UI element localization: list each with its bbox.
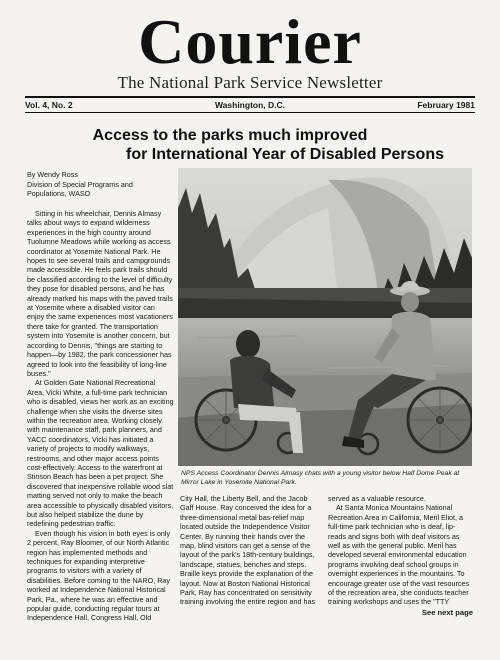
article-column-2 <box>180 494 320 607</box>
issue-volume: Vol. 4, No. 2 <box>25 100 73 110</box>
paragraph-bloomer-cont: City Hall, the Liberty Bell, and the Jacob Gaff House. Ray conceived the idea for a three-dimensional metal bas-relief map located outside the Independence Visitor Center. By running their hands over the map, blind visitors can get a sense of the layout of the park's 18th-century buildings, landscape, statues, benches and steps. Braille keys provide the explanation of the layout. Now at Boston National Historical Park, Ray has concentrated on sensitivity training involving the entire region and has <box>180 494 316 607</box>
issue-date: February 1981 <box>417 100 475 110</box>
paragraph-bloomer-end: served as a valuable resource. <box>328 494 426 503</box>
paragraph-bloomer: Even though his vision in both eyes is only 2 percent, Ray Bloomer, of our North Atlantic region has implemented methods and techniques for expanding interpretive programs to visitors with a variety of disabilities. Before coming to the NARO, Ray worked at Independence National Historical Park, Pa., where he was an effective and popular guide, conducting regular tours at Independence Hall, Congress Hall, Old <box>27 528 171 623</box>
byline-author: By Wendy Ross <box>27 170 78 179</box>
paragraph-eliot: At Santa Monica Mountains National Recreation Area in California, Meril Eliot, a full-time park technician who is deaf, lip-reads and signs both with deaf visitors as well as with the general public. Meril has developed several environmental education programs involving deaf school groups in overnight experiences in the mountains. To encourage greater use of the vast resources of the recreation area, she conducts teacher training workshops and uses the "TTY <box>328 503 470 607</box>
masthead-subtitle: The National Park Service Newsletter <box>117 73 383 92</box>
article-column-1 <box>27 209 174 623</box>
masthead-rule-bottom <box>25 112 475 113</box>
article-photo <box>178 168 472 466</box>
headline-line-2: for International Year of Disabled Persons <box>125 146 444 163</box>
masthead-title: Courier <box>138 6 362 77</box>
photo-caption: NPS Access Coordinator Dennis Almasy chats with a young visitor below Half Dome Peak at Mirror Lake in Yosemite National Park. <box>181 470 460 486</box>
byline-affiliation-2: Populations, WASO <box>27 189 91 198</box>
masthead <box>0 6 500 92</box>
issue-line <box>25 98 475 112</box>
continued-link[interactable]: See next page <box>421 607 473 617</box>
issue-location: Washington, D.C. <box>214 100 286 110</box>
article-column-3 <box>328 494 473 617</box>
byline-affiliation-1: Division of Special Programs and <box>27 179 133 189</box>
article-headline <box>30 126 470 164</box>
paragraph-almasy: Sitting in his wheelchair, Dennis Almasy talks about ways to expand wilderness experiences in the high country around Tuolumne Meadows while working as access coordinator at Yosemite National Park. He hopes to see several trails and campgrounds made accessible. He feels park trails should be classified according to the level of difficulty they pose for disabled persons, and he has already marked his maps with the paved trails at Yosemite where a disabled visitor can enjoy the same experiences most vacationers there take for granted. The transportation system into Yosemite is another concern, but according to Dennis, "things are starting to happen—by 1982, the park concessioner has agreed to look into the feasibility of long-line buses." <box>27 209 173 378</box>
byline <box>27 170 177 199</box>
headline-line-1: Access to the parks much improved <box>92 127 368 144</box>
photo-illustration <box>178 168 472 466</box>
paragraph-white: At Golden Gate National Recreational Area, Vicki White, a full-time park technician who is disabled, views her work as an exciting challenge when she visits the diverse sites within the recreation area. Working closely with maintenance staff, park planners, and YACC coordinators, Vicki has initiated a variety of projects to modify walkways, restrooms, and other major access points cost-effectively. Access to the waterfront at Stinson Beach has been a pet project. She discovered that inexpensive rollable wood slat matting served not only to make the beach area accessible to physically disabled visitors, but also helped stabilize the dune by redefining pedestrian traffic. <box>27 378 174 529</box>
